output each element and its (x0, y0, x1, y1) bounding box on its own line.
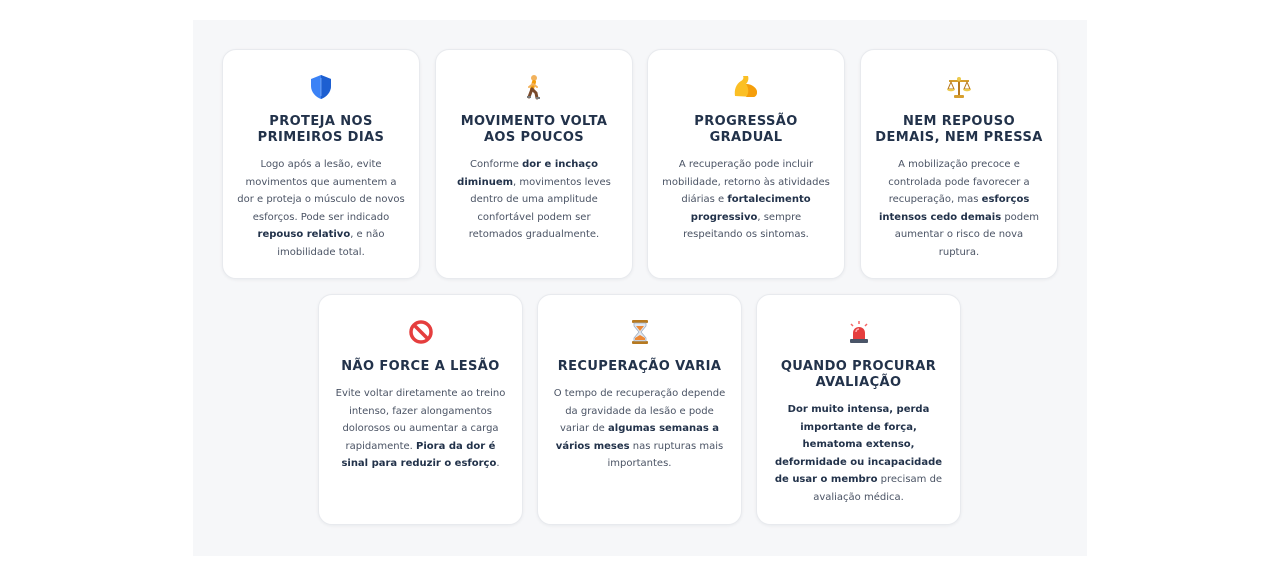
card-protect-first-days (222, 49, 420, 279)
card-title: NÃO FORCE A LESÃO (341, 359, 500, 374)
card-body (450, 156, 618, 244)
card-title: RECUPERAÇÃO VARIA (557, 359, 722, 374)
flexed-bicep-icon (648, 72, 844, 102)
walking-person-icon (436, 72, 632, 102)
body-text: , movimentos leves dentro de uma amplitude confortável podem ser retomados gradualmente. (468, 176, 611, 241)
card-gradual-movement (435, 49, 633, 279)
balance-scale-icon (861, 72, 1057, 102)
card-body (552, 385, 727, 473)
body-text: A mobilização precoce e controlada pode favorecer a recuperação, mas (888, 159, 1030, 206)
body-text: Conforme (470, 159, 523, 170)
body-text: precisam de avaliação médica. (813, 474, 943, 503)
body-text: Evite voltar diretamente ao treino intenso, fazer alongamentos dolorosos ou aumentar a carga rapidamente. (335, 388, 506, 452)
prohibited-icon (319, 317, 522, 347)
emphasis-text: repouso relativo (257, 229, 351, 241)
shield-icon (223, 72, 419, 102)
emphasis-text: esforços intensos cedo demais (878, 194, 1030, 223)
body-text: . (496, 458, 500, 470)
card-body (662, 156, 830, 244)
emphasis-text: Dor muito intensa, perda importante de força, hematoma extenso, deformidade ou incapacidade de usar o membro (774, 404, 943, 486)
emphasis-text: Piora da dor é sinal para reduzir o esforço (341, 440, 497, 470)
card-title: MOVIMENTO VOLTA AOS POUCOS (460, 114, 608, 145)
body-text: , sempre respeitando os sintomas. (683, 211, 809, 241)
card-when-to-seek (756, 294, 961, 525)
emphasis-text: fortalecimento progressivo (690, 194, 811, 223)
body-text: A recuperação pode incluir mobilidade, retorno às atividades diárias e (662, 159, 830, 206)
card-recovery-varies (537, 294, 742, 525)
body-text: O tempo de recuperação depende da gravidade da lesão e pode variar de (553, 388, 726, 435)
siren-icon (757, 317, 960, 347)
card-body (875, 156, 1043, 262)
emphasis-text: algumas semanas a vários meses (555, 423, 720, 452)
card-balance (860, 49, 1058, 279)
card-title: NEM REPOUSO DEMAIS, NEM PRESSA (875, 114, 1043, 145)
hourglass-icon (538, 317, 741, 347)
card-title: QUANDO PROCURAR AVALIAÇÃO (780, 359, 937, 390)
card-title: PROGRESSÃO GRADUAL (694, 114, 798, 145)
body-text: podem aumentar o risco de nova ruptura. (894, 211, 1040, 258)
body-text: Logo após a lesão, evite movimentos que aumentem a dor e proteja o músculo de novos esforços. Pode ser indicado (237, 159, 405, 223)
card-gradual-progression (647, 49, 845, 279)
card-title: PROTEJA NOS PRIMEIROS DIAS (257, 114, 385, 145)
card-body (771, 401, 946, 507)
card-dont-force (318, 294, 523, 525)
card-body (333, 385, 508, 473)
body-text: , e não imobilidade total. (277, 229, 385, 258)
emphasis-text: dor e inchaço diminuem (457, 159, 598, 188)
card-body (237, 156, 405, 262)
body-text: nas rupturas mais importantes. (607, 440, 724, 470)
